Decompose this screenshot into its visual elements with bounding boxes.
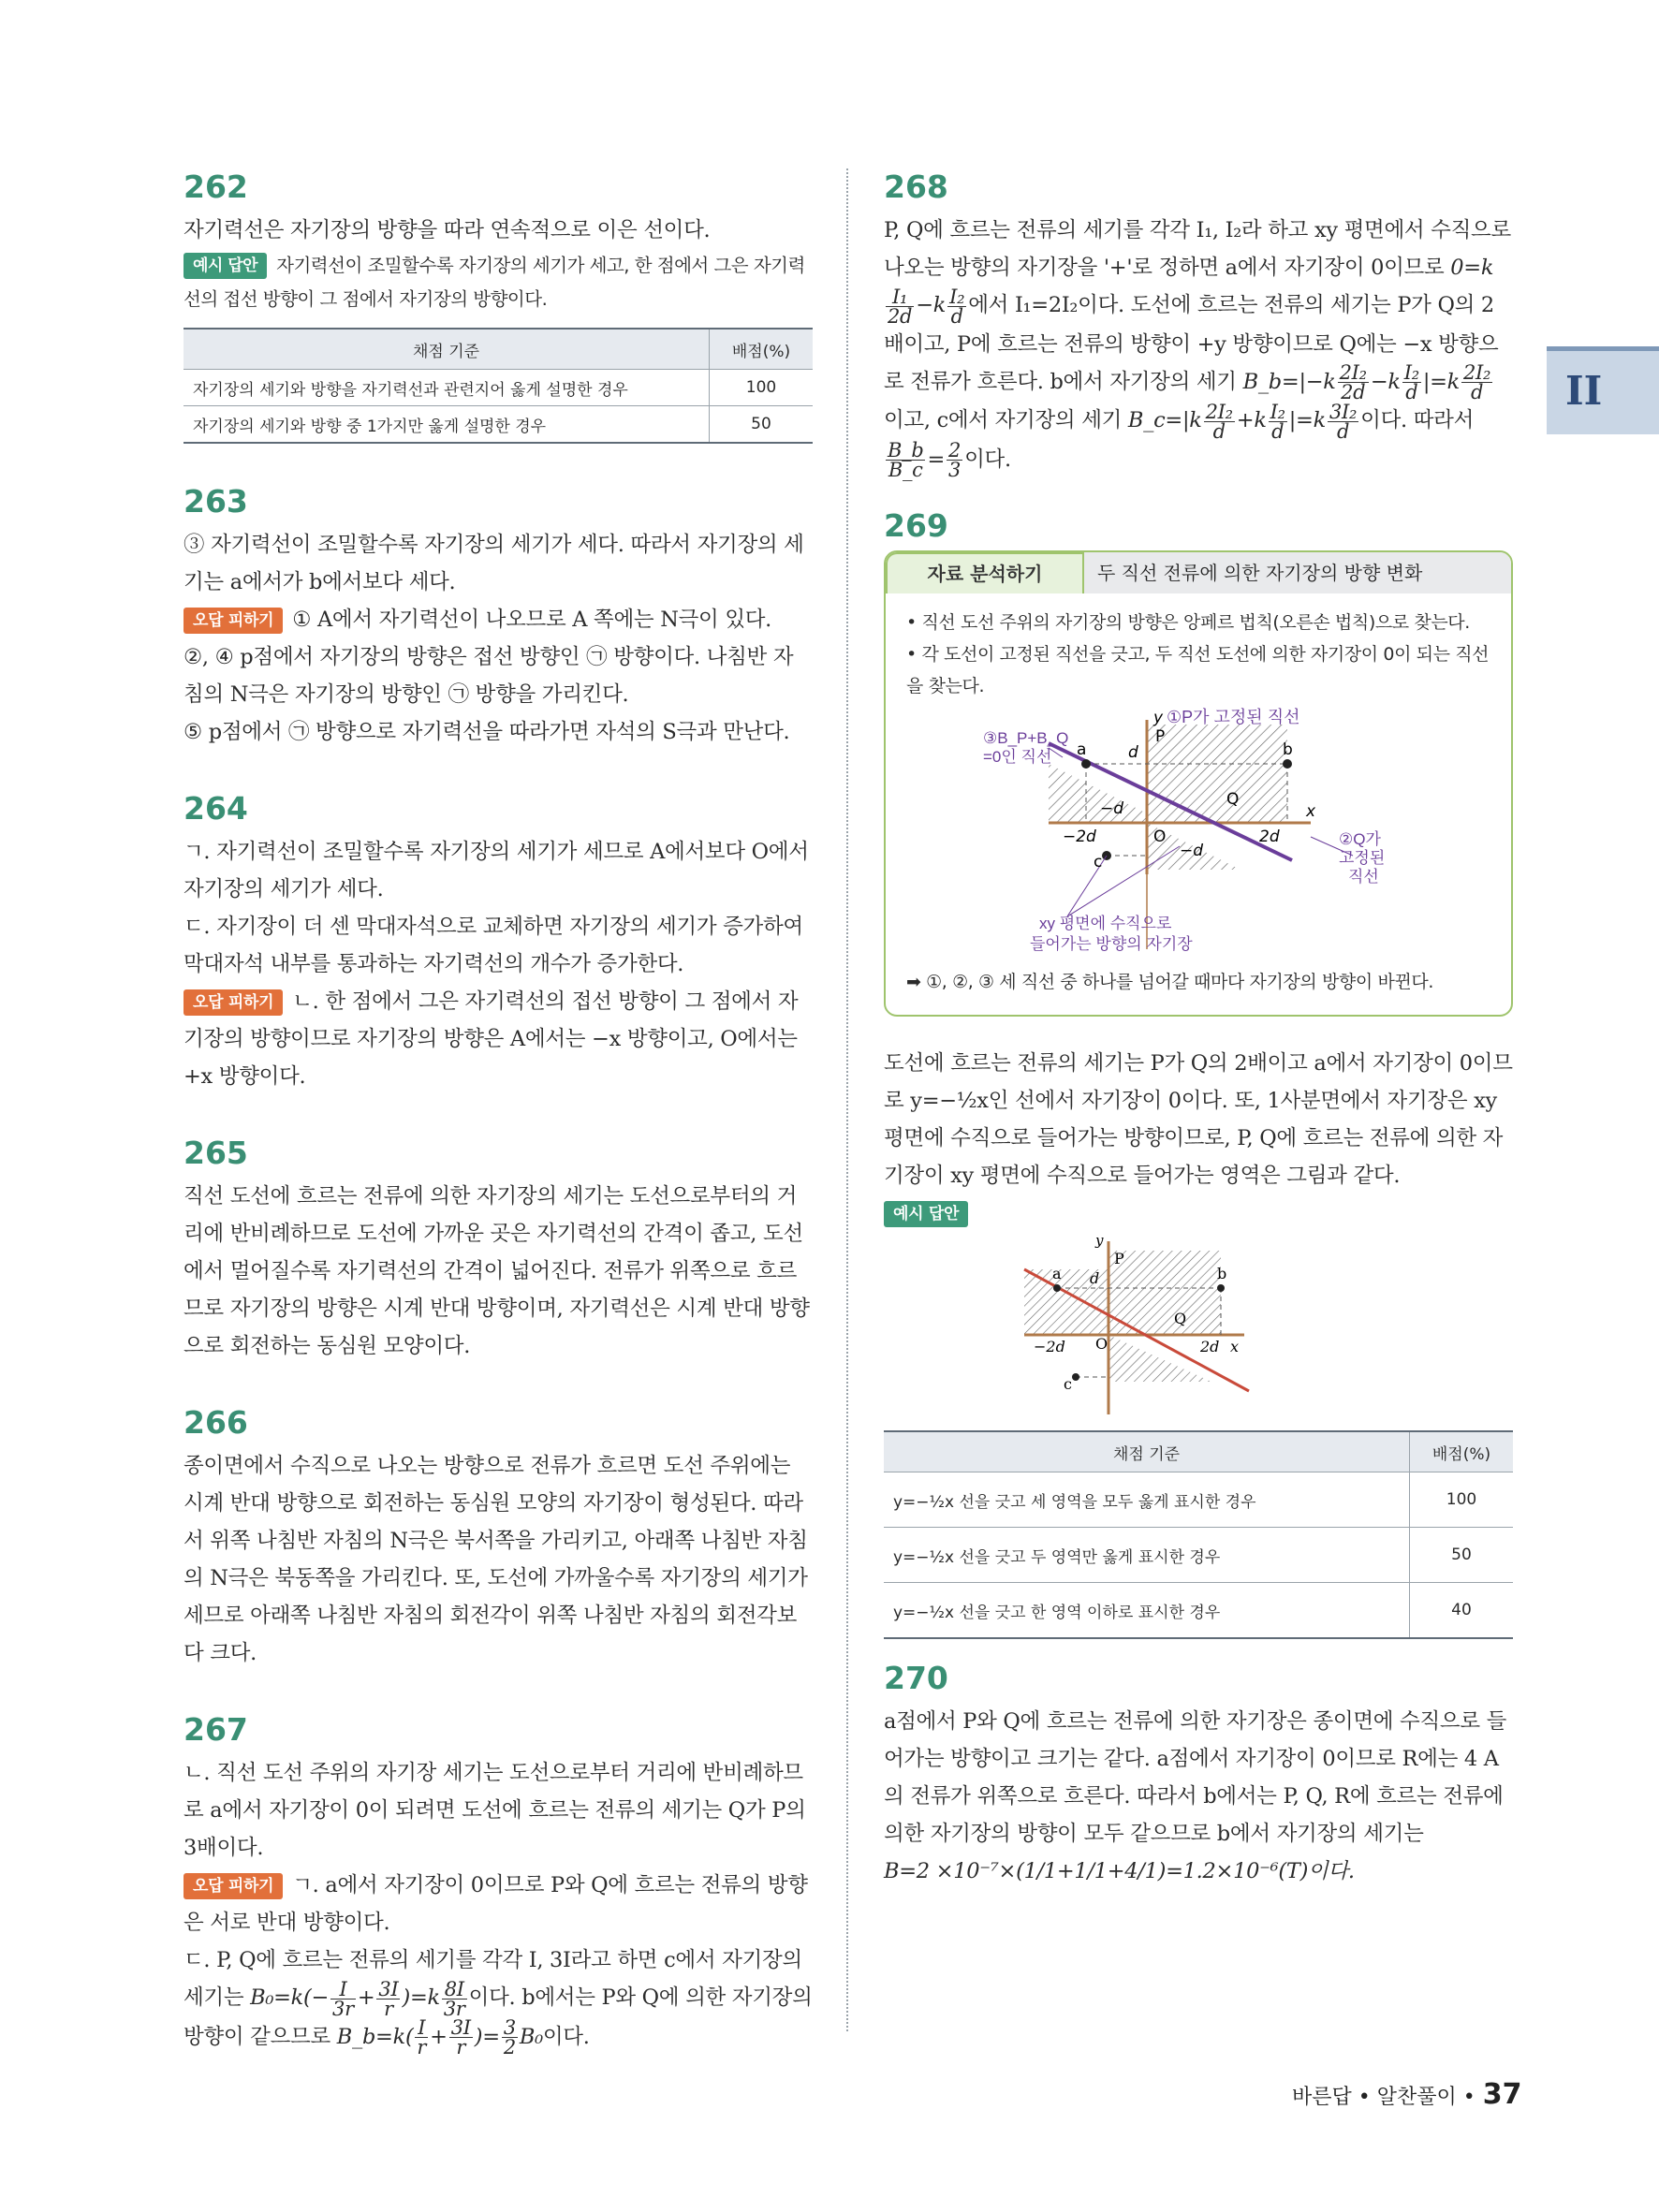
q266-text: 종이면에서 수직으로 나오는 방향으로 전류가 흐르면 도선 주위에는 시계 반대 방향으로 회전하는 동심원 모양의 자기장이 형성된다. 따라서 위쪽 나침반 자침의 N극은 북서쪽을 가리키고, 아래쪽 나침반 자침의 N극은 북동쪽을 가리킨다. 또, 도선에 가까울수록 자기장의 세기가 세므로 아래쪽 나침반 자침의 회전각이 위쪽 나침반 자침의 회전각보다 크다. xyxy=(184,1454,808,1665)
label-x: x xyxy=(1230,1338,1240,1355)
q264-line2: ㄷ. 자기장이 더 센 막대자석으로 교체하면 자기장의 세기가 증가하여 막대자석 내부를 통과하는 자기력선의 개수가 증가한다. xyxy=(184,915,803,976)
wrong-answer-tag: 오답 피하기 xyxy=(184,1873,283,1899)
q264-line1: ㄱ. 자기력선이 조밀할수록 자기장의 세기가 세므로 A에서보다 O에서 자기장의 세기가 세다. xyxy=(184,840,809,901)
q265-text: 직선 도선에 흐르는 전류에 의한 자기장의 세기는 도선으로부터의 거리에 반비례하므로 도선에 가까운 곳은 자기력선의 간격이 좁고, 도선에서 멀어질수록 자기력선의 간격이 넓어진다. 전류가 위쪽으로 흐르므로 자기장의 방향은 시계 반대 방향이며, 자기력선은 시계 반대 방향으로 회전하는 동심원 모양이다. xyxy=(184,1184,810,1358)
point-c xyxy=(1072,1373,1079,1381)
table-row xyxy=(184,370,813,406)
q267-line3c: 이다. xyxy=(542,2024,590,2049)
answer-diagram xyxy=(996,1232,1277,1419)
label-a: a xyxy=(1077,740,1087,759)
question-number: 267 xyxy=(184,1711,248,1748)
hatched-region xyxy=(1108,1251,1221,1335)
q269-text: 도선에 흐르는 전류의 세기는 P가 Q의 2배이고 a에서 자기장이 0이므로 y=−½x인 선에서 자기장이 0이다. 또, 1사분면에서 자기장은 xy 평면에 수직으로 들어가는 방향이므로, P, Q에 흐르는 전류에 의한 자기장이 xy 평면에 수직으로 들어가는 영역은 그림과 같다. xyxy=(884,1051,1513,1188)
analysis-label: 자료 분석하기 xyxy=(886,552,1084,593)
score-cell: 100 xyxy=(1410,1472,1514,1528)
q270-text: a점에서 P와 Q에 흐르는 전류에 의한 자기장은 종이면에 수직으로 들어가는 방향이고 크기는 같다. a점에서 자기장이 0이므로 R에는 4 A의 전류가 위쪽으로 흐른다. 따라서 b에서는 P, Q, R에 흐르는 전류에 의한 자기장의 방향이 모두 같으므로 b에서 자기장의 세기는 xyxy=(884,1709,1507,1846)
q263-line1: ③ 자기력선이 조밀할수록 자기장의 세기가 세다. 따라서 자기장의 세기는 a에서가 b에서보다 세다. xyxy=(184,533,804,594)
criteria-cell: 자기장의 세기와 방향을 자기력선과 관련지어 옳게 설명한 경우 xyxy=(184,370,710,406)
table-row xyxy=(184,406,813,444)
q268-a: P, Q에 흐르는 전류의 세기를 각각 I₁, I₂라 하고 xy 평면에서 수직으로 나오는 방향의 자기장을 '+'로 정하면 a에서 자기장이 0이므로 xyxy=(884,218,1511,280)
q269-answer-tag-line xyxy=(884,1194,1513,1232)
q267-line3 xyxy=(184,1941,813,2057)
label-d: d xyxy=(1090,1269,1100,1287)
criteria-header: 채점 기준 xyxy=(884,1431,1410,1472)
criteria-cell: y=−½x 선을 긋고 한 영역 이하로 표시한 경우 xyxy=(884,1583,1410,1639)
question-number: 269 xyxy=(884,507,948,544)
q263-line2-text: ① A에서 자기력선이 나오므로 A 쪽에는 N극이 있다. xyxy=(292,608,772,632)
label-into-a: xy 평면에 수직으로 xyxy=(1039,915,1172,932)
question-number: 265 xyxy=(184,1135,248,1171)
label-line2b: 고정된 xyxy=(1339,849,1386,867)
pointer-line xyxy=(1067,846,1180,916)
page-number: 37 xyxy=(1482,2078,1522,2111)
score-header: 배점(%) xyxy=(710,329,814,370)
analysis-bullet: • 각 도선이 고정된 직선을 긋고, 두 직선 도선에 의한 자기장이 0이 되는 직선을 찾는다. xyxy=(906,644,1490,696)
label-x: x xyxy=(1306,802,1316,821)
label-2d: 2d xyxy=(1200,1338,1220,1355)
formula-b0: B₀=k(− $\frac{I}{3r}$ + $\frac{3I}{r}$ )=k $\frac{8I}{3r}$ xyxy=(250,1977,465,2020)
formula-bb: B_b=k( $\frac{I}{r}$ + $\frac{3I}{r}$ )= $\frac{3}{2}$ B₀ xyxy=(336,2016,543,2058)
question-number: 270 xyxy=(884,1660,948,1696)
table-row xyxy=(884,1528,1513,1583)
example-answer-tag: 예시 답안 xyxy=(184,253,267,279)
q263-line2 xyxy=(184,601,813,638)
q267-line2 xyxy=(184,1867,813,1941)
label-line2a: ②Q가 xyxy=(1339,830,1381,848)
score-cell: 100 xyxy=(710,370,814,406)
analysis-title: 두 직선 전류에 의한 자기장의 방향 변화 xyxy=(1097,562,1423,584)
score-header: 배점(%) xyxy=(1410,1431,1514,1472)
label-y: y xyxy=(1095,1232,1104,1249)
table-row xyxy=(884,1472,1513,1528)
wrong-answer-tag: 오답 피하기 xyxy=(184,989,283,1016)
point-a xyxy=(1081,759,1091,769)
right-column xyxy=(884,168,1513,1929)
point-b xyxy=(1283,759,1292,769)
data-analysis-box xyxy=(884,550,1513,1017)
question-number: 268 xyxy=(884,168,948,205)
label-2d: 2d xyxy=(1259,828,1280,846)
score-cell: 40 xyxy=(1410,1583,1514,1639)
label-line1: ①P가 고정된 직선 xyxy=(1167,708,1300,726)
q267 xyxy=(184,1711,813,2057)
q270 xyxy=(884,1660,1513,1890)
q263 xyxy=(184,483,813,751)
criteria-cell: y=−½x 선을 긋고 세 영역을 모두 옳게 표시한 경우 xyxy=(884,1472,1410,1528)
scoring-table xyxy=(184,328,813,444)
label-o: O xyxy=(1153,828,1167,846)
formula-zero: 0=k $\frac{\text{I₁}}{2d}$ −k $\frac{\text{I₂}}{d}$ xyxy=(888,256,1494,328)
criteria-cell: y=−½x 선을 긋고 두 영역만 옳게 표시한 경우 xyxy=(884,1528,1410,1583)
q263-line4: ⑤ p점에서 ㉠ 방향으로 자기력선을 따라가면 자석의 S극과 만난다. xyxy=(184,720,790,744)
example-answer-tag: 예시 답안 xyxy=(884,1201,968,1227)
label-p: P xyxy=(1114,1250,1124,1267)
label-o: O xyxy=(1095,1335,1108,1353)
formula-ratio: $\frac{B\_b}{B\_c}$ = $\frac{2}{3}$ xyxy=(888,439,962,481)
scoring-table xyxy=(884,1430,1513,1639)
analysis-conclusion: ➡ ①, ②, ③ 세 직선 중 하나를 넘어갈 때마다 자기장의 방향이 바뀐다. xyxy=(906,972,1433,992)
q264-line3 xyxy=(184,983,813,1095)
footer-text: 바른답 • 알찬풀이 • xyxy=(1292,2086,1475,2109)
criteria-header: 채점 기준 xyxy=(184,329,710,370)
question-number: 262 xyxy=(184,168,248,205)
q262-text: 자기력선은 자기장의 방향을 따라 연속적으로 이은 선이다. xyxy=(184,218,711,242)
q270-formula: B=2 ×10⁻⁷×(1/1+1/1+4/1)=1.2×10⁻⁶(T)이다. xyxy=(884,1859,1355,1883)
q268-e: 이다. xyxy=(964,447,1011,472)
label-into-b: 들어가는 방향의 자기장 xyxy=(1030,935,1193,953)
q268-b: 에서 I₁=2I₂이다. 도선에 흐르는 전류의 세기는 P가 Q의 2배이고, P에 흐르는 전류의 방향이 +y 방향이므로 Q에는 −x 방향으로 전류가 흐른다. b에서 자기장의 세기 xyxy=(884,293,1499,394)
q268-text xyxy=(884,212,1513,479)
question-number: 263 xyxy=(184,483,248,520)
q267-line3a: ㄷ. P, Q에 흐르는 전류의 세기를 각각 I, 3I라고 하면 c에서 자기장의 세기는 xyxy=(184,1948,802,2010)
label-b: b xyxy=(1217,1265,1227,1282)
question-number: 266 xyxy=(184,1404,248,1441)
label-q: Q xyxy=(1226,790,1240,809)
q268-c: 이고, c에서 자기장의 세기 xyxy=(884,408,1123,432)
formula-b-c: B_c=|k $\frac{\text{2I₂}}{d}$ +k $\frac{\text{I₂}}{d}$ |=k $\frac{\text{3I₂}}{d}$ xyxy=(1127,400,1358,443)
table-row xyxy=(884,1583,1513,1639)
label-p: P xyxy=(1155,727,1166,746)
q262 xyxy=(184,168,813,444)
score-cell: 50 xyxy=(1410,1528,1514,1583)
hatched-region xyxy=(1049,764,1147,823)
field-region-diagram xyxy=(908,706,1489,959)
q264-line3-text: ㄴ. 한 점에서 그은 자기력선의 접선 방향이 그 점에서 자기장의 방향이므로 자기장의 방향은 A에서는 −x 방향이고, O에서는 +x 방향이다. xyxy=(184,989,799,1089)
label-neg-d-2: −d xyxy=(1180,842,1204,860)
analysis-header xyxy=(886,552,1511,593)
point-a xyxy=(1053,1284,1061,1292)
page-footer xyxy=(1292,2078,1521,2111)
label-q: Q xyxy=(1174,1310,1187,1327)
q267-line2-text: ㄱ. a에서 자기장이 0이므로 P와 Q에 흐르는 전류의 방향은 서로 반대 방향이다. xyxy=(184,1873,808,1935)
label-y: y xyxy=(1153,709,1164,727)
label-c: c xyxy=(1064,1375,1072,1393)
point-b xyxy=(1217,1284,1225,1292)
criteria-cell: 자기장의 세기와 방향 중 1가지만 옳게 설명한 경우 xyxy=(184,406,710,444)
q265 xyxy=(184,1135,813,1365)
q266 xyxy=(184,1404,813,1672)
label-d: d xyxy=(1128,743,1138,762)
label-neg-2d: −2d xyxy=(1034,1338,1065,1355)
label-neg-d: −d xyxy=(1100,799,1124,818)
q264 xyxy=(184,790,813,1095)
label-line2c: 직선 xyxy=(1348,868,1379,886)
score-cell: 50 xyxy=(710,406,814,444)
label-b: b xyxy=(1283,740,1293,759)
label-line3b: =0인 직선 xyxy=(983,748,1052,766)
analysis-bullet: • 직선 도선 주위의 자기장의 방향은 앙페르 법칙(오른손 법칙)으로 찾는다. xyxy=(906,612,1470,633)
label-neg-2d: −2d xyxy=(1063,828,1096,846)
q262-answer xyxy=(184,249,813,316)
q268 xyxy=(884,168,1513,479)
q267-line1: ㄴ. 직선 도선 주위의 자기장 세기는 도선으로부터 거리에 반비례하므로 a에서 자기장이 0이 되려면 도선에 흐르는 전류의 세기는 Q가 P의 3배이다. xyxy=(184,1761,806,1860)
q267-line3b: 이다. b에서는 P와 Q에 의한 자기장의 방향이 같으므로 xyxy=(184,1985,813,2049)
label-a: a xyxy=(1052,1265,1062,1282)
q268-d: 이다. 따라서 xyxy=(1360,408,1475,432)
q269 xyxy=(884,507,1513,1639)
q262-answer-text: 자기력선이 조밀할수록 자기장의 세기가 세고, 한 점에서 그은 자기력선의 접선 방향이 그 점에서 자기장의 방향이다. xyxy=(184,255,805,310)
hatched-region xyxy=(1147,725,1287,823)
wrong-answer-tag: 오답 피하기 xyxy=(184,608,283,634)
chapter-tab: II xyxy=(1547,346,1659,434)
label-line3a: ③B_P+B_Q xyxy=(983,729,1069,747)
label-c: c xyxy=(1094,853,1103,872)
formula-b-b: B_b=|−k $\frac{\text{2I₂}}{2d}$ −k $\frac{\text{I₂}}{d}$ |=k $\frac{\text{2I₂}}{d}$ xyxy=(1242,361,1491,403)
question-number: 264 xyxy=(184,790,248,827)
q263-line3: ②, ④ p점에서 자기장의 방향은 접선 방향인 ㉠ 방향이다. 나침반 자침의 N극은 자기장의 방향인 ㉠ 방향을 가리킨다. xyxy=(184,645,794,707)
left-column xyxy=(184,168,813,2096)
column-divider xyxy=(846,168,848,2031)
